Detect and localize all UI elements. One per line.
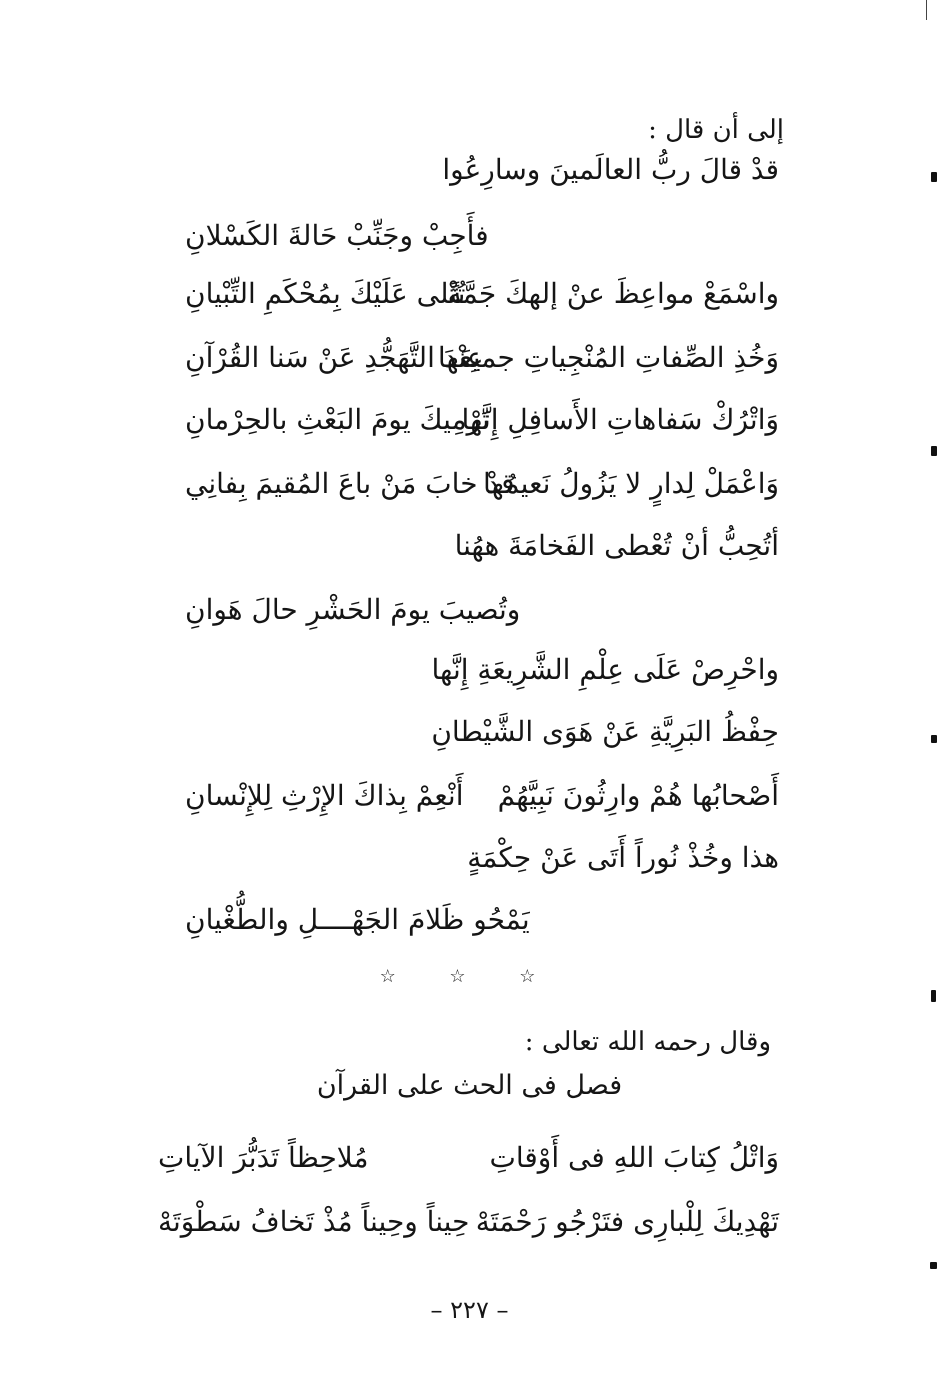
- margin-mark: [930, 1262, 937, 1269]
- intro-text: إلى أن قال :: [648, 115, 784, 145]
- second-verse-1-left: مُلاحِظاً تَدَبُّرَ الآياتِ: [158, 1141, 369, 1174]
- verse-4-left: عِنْدَ التَّهَجُّدِ عَنْ سَنا القُرْآنِ: [185, 341, 484, 374]
- verse-1-right: قدْ قالَ ربُّ العالَمينَ وسارِعُوا: [442, 153, 779, 186]
- margin-mark: [931, 990, 936, 1002]
- verse-6-left: قدْ خابَ مَنْ باعَ المُقيمَ بِفانِي: [185, 467, 515, 500]
- second-verse-2-right: تَهْدِيكَ لِلْبارِى فتَرْجُو رَحْمَتَهْ: [475, 1205, 779, 1238]
- margin-mark: [931, 735, 937, 743]
- verse-4-right: وَخُذِ الصِّفاتِ المُنْجِياتِ جميعَها: [437, 341, 779, 374]
- verse-8-left: وتُصيبَ يومَ الحَشْرِ حالَ هَوانِ: [185, 593, 521, 626]
- verse-3-left: تُتْلى عَلَيْكَ بِمُحْكَمِ التِّبْيانِ: [185, 277, 466, 310]
- verse-6-right: وَاعْمَلْ لِدارٍ لا يَزُولُ نَعيمُها: [483, 467, 779, 500]
- verse-13-left: يَمْحُو ظَلامَ الجَهْــــلِ والطُّغْيانِ: [185, 903, 530, 936]
- second-verse-2-left: حِيناً وحِيناً مُذْ تَخافُ سَطْوَتَهْ: [158, 1205, 470, 1238]
- verse-7-right: أتُحِبُّ أنْ تُعْطى الفَخامَةَ ههُنا: [454, 529, 779, 562]
- margin-mark: [931, 446, 937, 456]
- verse-5-left: تَرْمِيكَ يومَ البَعْثِ بالحِرْمانِ: [185, 403, 490, 436]
- verse-10-right: حِفْظُ البَرِيَّةِ عَنْ هَوَى الشَّيْطانِ: [431, 715, 779, 748]
- verse-3-right: واسْمَعْ مواعِظَ عنْ إلهكَ جَمَّةً: [447, 277, 779, 310]
- verse-9-right: واحْرِصْ عَلَى عِلْمِ الشَّرِيعَةِ إِنَّها: [431, 653, 779, 686]
- verse-11-left: أَنْعِمْ بِذاكَ الإِرْثِ لِلإِنْسانِ: [185, 779, 464, 812]
- second-verse-1-right: وَاتْلُ كِتابَ اللهِ فى أَوْقاتِ: [489, 1141, 779, 1174]
- section-stars: ☆ ☆ ☆: [379, 966, 560, 987]
- verse-11-right: أَصْحابُها هُمْ وارِثُونَ نَبِيَّهُمْ: [497, 779, 779, 812]
- page-edge-line: [926, 0, 927, 20]
- page-number: – ٢٢٧ –: [430, 1296, 509, 1324]
- verse-2-left: فأَجِبْ وجَنِّبْ حَالةَ الكَسْلانِ: [185, 219, 489, 252]
- second-intro-text: وقال رحمه الله تعالى :: [524, 1027, 771, 1057]
- verse-5-right: وَاتْرُكْ سَفاهاتِ الأَسافِلِ إِنَّها: [461, 403, 779, 436]
- margin-mark: [931, 172, 937, 182]
- verse-12-right: هذا وخُذْ نُوراً أَتَى عَنْ حِكْمَةٍ: [467, 841, 779, 874]
- section-title: فصل فى الحث على القرآن: [316, 1070, 623, 1101]
